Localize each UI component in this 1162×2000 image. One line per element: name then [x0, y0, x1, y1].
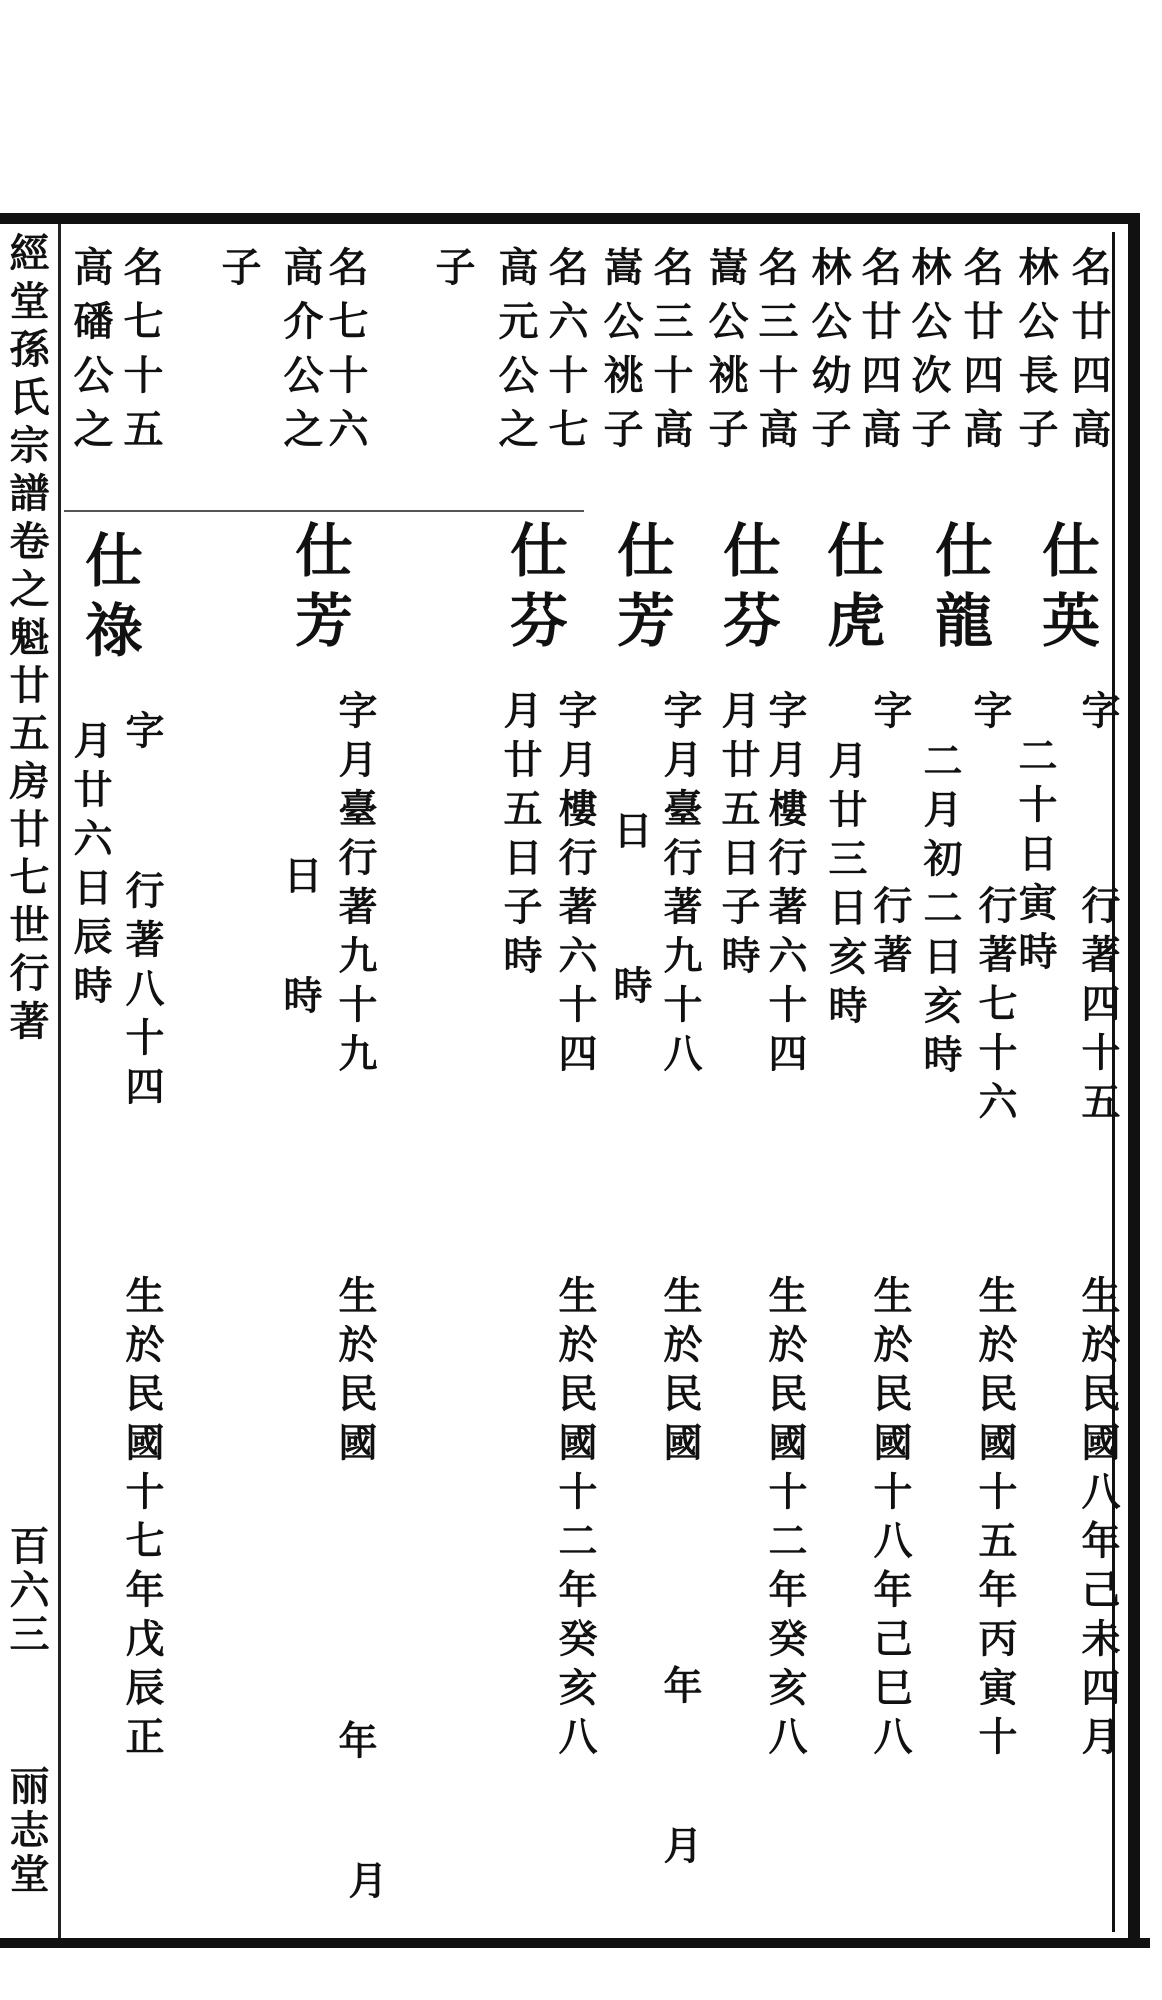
- entry-7-birth-year: 年: [332, 1720, 378, 1759]
- entry-2-parent-line-1: 名廿四高: [957, 246, 1004, 462]
- entry-5-birth: 生於民國: [657, 1275, 703, 1471]
- entry-1-given-name: 仕英: [1032, 520, 1100, 660]
- entry-8-detail-1: 字: [119, 710, 165, 749]
- entry-4-birth: 生於民國十二年癸亥八: [762, 1275, 808, 1765]
- entry-1-parent-line-2: 林公長子: [1012, 246, 1059, 462]
- entry-4-detail-1: 字月樓行著六十四: [762, 690, 808, 1082]
- entry-7-detail-2: 日: [277, 855, 323, 894]
- frame-top-border: [0, 213, 1140, 224]
- frame-bottom-border: [0, 1938, 1150, 1948]
- entry-7-parent-line-3: 子: [215, 246, 262, 300]
- entry-7-parent-line-1: 名七十六: [322, 246, 369, 462]
- entry-7-given-name: 仕芳: [285, 520, 353, 660]
- entry-3-detail-2: 月廿三日亥時: [822, 740, 868, 1034]
- margin-book-title: [3, 232, 50, 1048]
- entry-6-detail-1: 字月樓行著六十四: [552, 690, 598, 1082]
- entry-5-detail-1: 字月臺行著九十八: [657, 690, 703, 1082]
- entry-6-parent-line-1: 名六十七: [542, 246, 589, 462]
- entry-7-parent-line-2: 高介公之: [277, 246, 324, 462]
- entry-6-birth: 生於民國十二年癸亥八: [552, 1275, 598, 1765]
- entry-6-given-name: 仕芬: [500, 520, 568, 660]
- entry-4-parent-line-1: 名三十高: [752, 246, 799, 462]
- entry-5-birth-year: 年: [657, 1665, 703, 1704]
- margin-volume-text: 卷之: [3, 520, 50, 616]
- entry-6-parent-line-2: 高元公之: [492, 246, 539, 462]
- entry-5-given-name: 仕芳: [607, 520, 675, 660]
- entry-2-detail-3: 行著七十六: [972, 885, 1018, 1130]
- entry-3-detail-3: 行著: [867, 885, 913, 983]
- margin-title-text: 經堂孫氏宗譜: [3, 232, 50, 520]
- entry-6-detail-2: 月廿五日子時: [497, 690, 543, 984]
- entry-7-birth-month: 月: [342, 1860, 388, 1899]
- entry-6-parent-line-3: 子: [429, 246, 476, 300]
- entry-2-detail-2: 二月初二日亥時: [917, 740, 963, 1083]
- entry-7-birth: 生於民國: [332, 1275, 378, 1471]
- frame-right-border: [1128, 213, 1140, 1948]
- entry-8-parent-line-1: 名七十五: [117, 246, 164, 462]
- entry-1-birth: 生於民國八年己未四月: [1075, 1275, 1121, 1765]
- entry-5-parent-line-2: 嵩公祧子: [597, 246, 644, 462]
- entry-1-detail-2: 二十日寅時: [1012, 735, 1058, 980]
- entry-3-birth: 生於民國十八年己巳八: [867, 1275, 913, 1765]
- entry-4-given-name: 仕芬: [713, 520, 781, 660]
- entry-1-detail-1: 字: [1075, 690, 1121, 729]
- entry-3-parent-line-1: 名廿四高: [855, 246, 902, 462]
- margin-hall-name: 丽志堂: [3, 1765, 50, 1897]
- entry-2-given-name: 仕龍: [925, 520, 993, 660]
- entry-3-given-name: 仕虎: [817, 520, 885, 660]
- entry-5-detail-3: 時: [607, 965, 653, 1004]
- entry-1-parent-line-1: 名廿四高: [1065, 246, 1112, 462]
- entry-8-parent-line-2: 高磻公之: [67, 246, 114, 462]
- entry-4-detail-2: 月廿五日子時: [715, 690, 761, 984]
- entry-5-detail-2: 日: [607, 810, 653, 849]
- entry-5-parent-line-1: 名三十高: [647, 246, 694, 462]
- entry-5-birth-month: 月: [657, 1825, 703, 1864]
- margin-section-text: 魁廿五房廿七世行著: [3, 616, 50, 1048]
- entry-3-parent-line-2: 林公幼子: [805, 246, 852, 462]
- entry-8-detail-3: 月廿六日辰時: [67, 720, 113, 1014]
- entry-4-parent-line-2: 嵩公祧子: [702, 246, 749, 462]
- entry-2-detail-1: 字: [967, 690, 1013, 729]
- entry-1-detail-3: 行著四十五: [1075, 885, 1121, 1130]
- entry-3-detail-1: 字: [867, 690, 913, 729]
- upper-left-divider: [64, 510, 584, 512]
- entry-8-birth: 生於民國十七年戊辰正: [119, 1275, 165, 1765]
- entry-2-birth: 生於民國十五年丙寅十: [972, 1275, 1018, 1765]
- margin-page-number: 百六三: [3, 1525, 50, 1657]
- entry-7-detail-3: 時: [277, 975, 323, 1014]
- margin-rule: [58, 224, 61, 1938]
- entry-8-given-name: 仕祿: [75, 530, 143, 670]
- entry-7-detail-1: 字月臺行著九十九: [332, 690, 378, 1082]
- entry-2-parent-line-2: 林公次子: [905, 246, 952, 462]
- entry-8-detail-2: 行著八十四: [119, 870, 165, 1115]
